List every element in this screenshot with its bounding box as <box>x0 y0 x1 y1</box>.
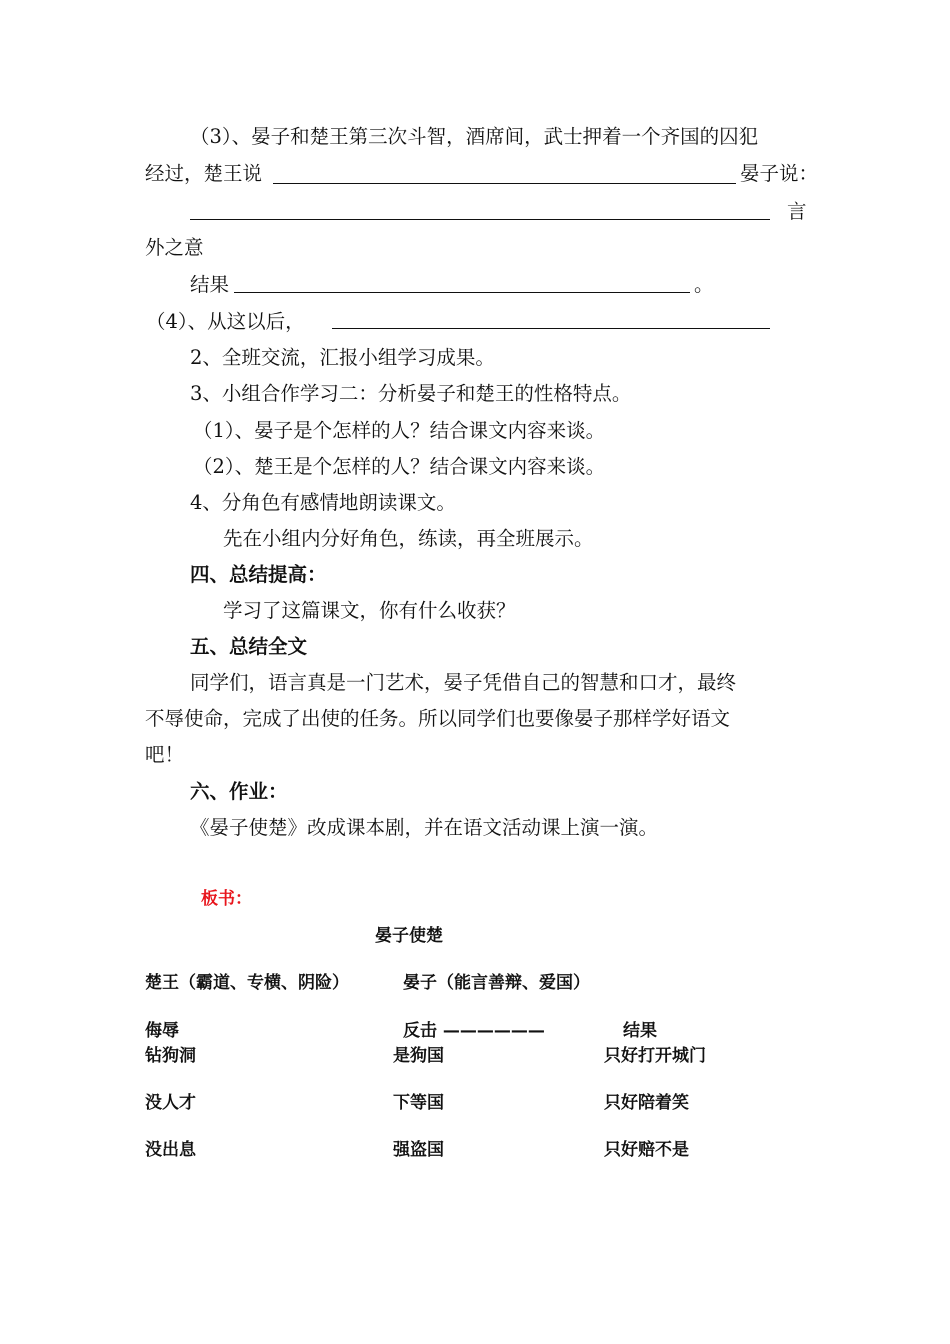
board-cell: 没出息 <box>145 1140 196 1160</box>
q3-line2-suffix: 晏子说： <box>740 162 819 185</box>
board-chu-wang: 楚王（霸道、专横、阴险） <box>145 973 349 993</box>
board-col-header-insult: 侮辱 <box>145 1021 179 1041</box>
q3-line2-prefix: 经过，楚王说 <box>145 162 263 185</box>
board-cell: 钻狗洞 <box>145 1046 196 1066</box>
board-cell: 只好赔不是 <box>604 1140 689 1160</box>
board-col-header-result: 结果 <box>623 1021 657 1041</box>
board-cell: 下等国 <box>393 1093 444 1113</box>
step-3: 3、小组合作学习二：分析晏子和楚王的性格特点。 <box>190 382 632 405</box>
section-6-text: 《晏子使楚》改成课本剧，并在语文活动课上演一演。 <box>190 816 659 839</box>
board-cell: 只好打开城门 <box>604 1046 706 1066</box>
section-5-line3: 吧！ <box>145 743 185 766</box>
board-yan-zi: 晏子（能言善辩、爱国） <box>403 973 590 993</box>
section-4-text: 学习了这篇课文，你有什么收获？ <box>223 599 516 622</box>
answer-blank[interactable] <box>234 292 690 293</box>
step-2: 2、全班交流，汇报小组学习成果。 <box>190 346 495 369</box>
answer-blank[interactable] <box>332 328 770 329</box>
board-label: 板书： <box>201 889 252 909</box>
q3-line3-suffix: 言 <box>787 200 807 223</box>
section-6-title: 六、作业： <box>190 780 288 803</box>
answer-blank[interactable] <box>273 183 736 184</box>
q3-line4: 外之意 <box>145 236 204 259</box>
result-label: 结果 <box>190 273 230 296</box>
section-5-line2: 不辱使命，完成了出使的任务。所以同学们也要像晏子那样学好语文 <box>145 707 731 730</box>
q4-prefix: （4）、从这以后， <box>146 310 305 333</box>
board-title: 晏子使楚 <box>375 926 443 946</box>
q3-line1: （3）、晏子和楚王第三次斗智，酒席间，武士押着一个齐国的囚犯 <box>190 125 759 148</box>
board-cell: 强盗国 <box>393 1140 444 1160</box>
result-end: 。 <box>694 273 714 296</box>
section-5-line1: 同学们，语言真是一门艺术，晏子凭借自己的智慧和口才，最终 <box>190 671 737 694</box>
board-cell: 没人才 <box>145 1093 196 1113</box>
section-5-title: 五、总结全文 <box>190 635 308 658</box>
step-4-sub: 先在小组内分好角色，练读，再全班展示。 <box>223 527 594 550</box>
step-3-question-1: （1）、晏子是个怎样的人？结合课文内容来谈。 <box>193 419 606 442</box>
step-3-question-2: （2）、楚王是个怎样的人？结合课文内容来谈。 <box>193 455 606 478</box>
board-cell: 是狗国 <box>393 1046 444 1066</box>
section-4-title: 四、总结提高： <box>190 563 327 586</box>
board-col-header-counter: 反击 —————— <box>403 1021 545 1041</box>
board-cell: 只好陪着笑 <box>604 1093 689 1113</box>
step-4: 4、分角色有感情地朗读课文。 <box>190 491 456 514</box>
answer-blank[interactable] <box>190 219 770 220</box>
